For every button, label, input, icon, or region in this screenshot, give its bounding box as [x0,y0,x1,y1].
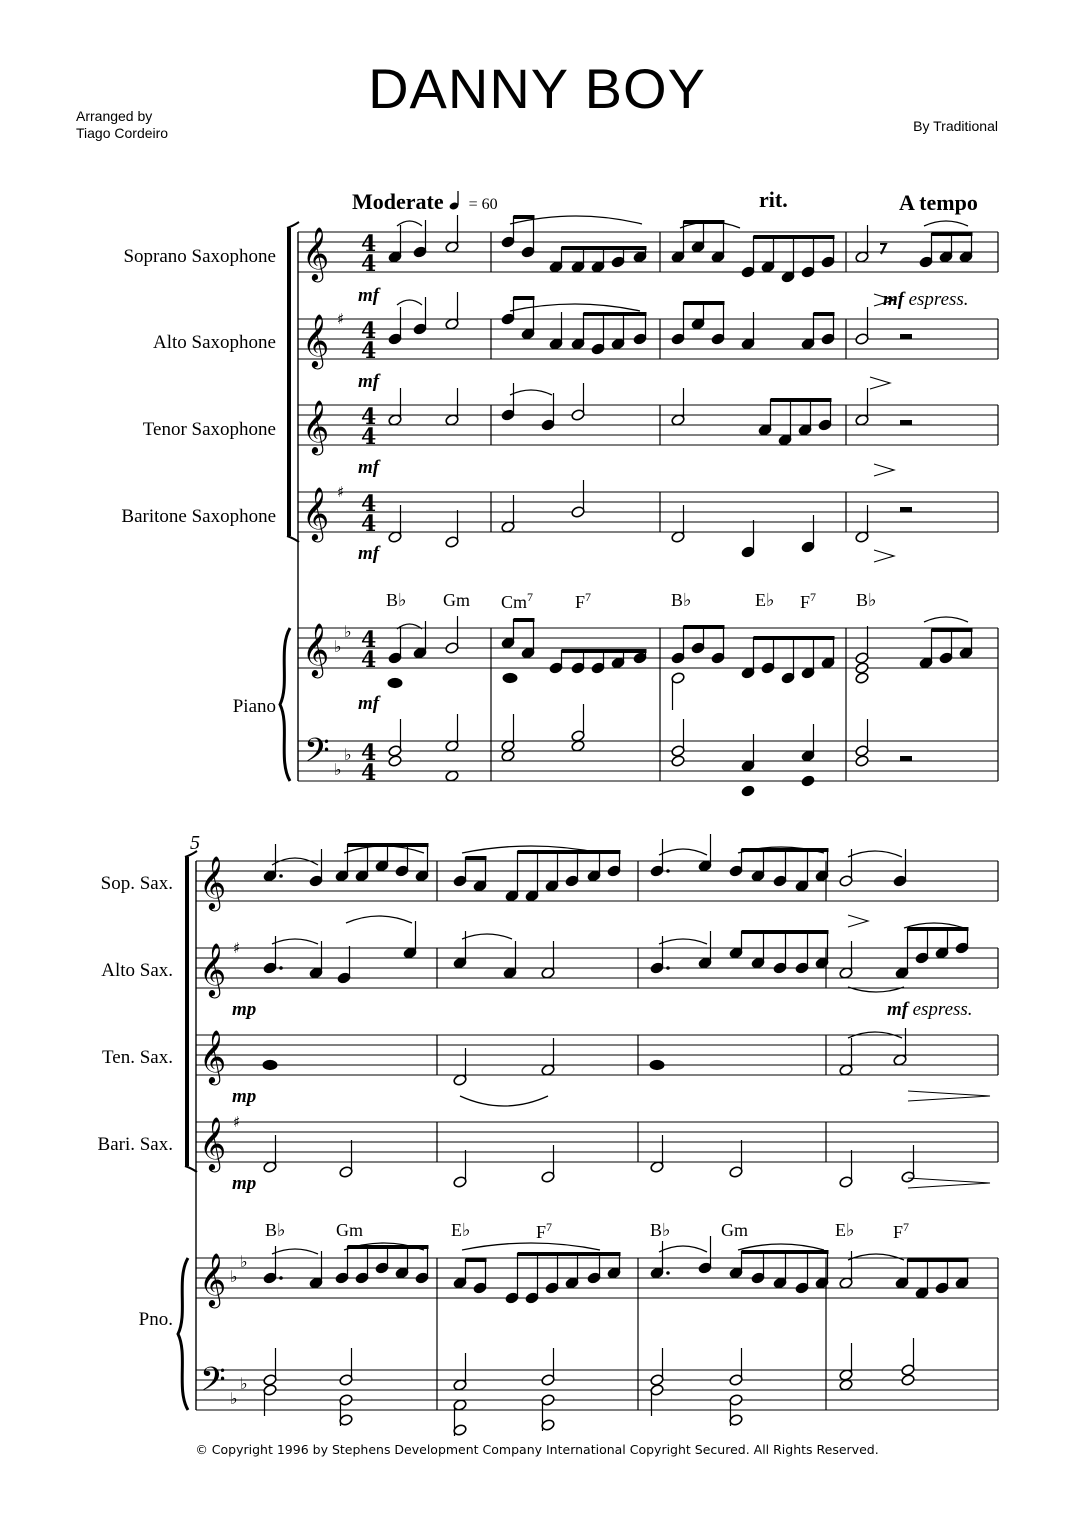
note-head [839,1038,853,1076]
expression-mf-espress: mf espress. [887,999,973,1020]
chord-symbol: B♭ [856,590,877,610]
key-signature-sharp-icon: ♯ [233,1113,241,1131]
slur [924,617,968,622]
beam [932,628,973,632]
beam [814,312,835,316]
slur [462,1243,600,1250]
slur [510,390,552,395]
notehead [503,673,517,682]
beam [562,649,647,653]
note-head [650,1348,664,1386]
accent-mark [848,915,868,927]
note-head [501,714,515,752]
staff [196,1370,998,1410]
dynamic-mf: mf [358,543,380,564]
notehead [741,785,755,798]
note-head [698,834,712,872]
note-head [839,1343,853,1381]
slur [462,934,512,939]
chord-symbol: B♭ [671,590,692,610]
note-dot [279,874,283,878]
notehead [671,755,685,768]
note-head [741,734,755,772]
note-head [445,292,459,330]
note-head [801,515,815,553]
beam [518,1252,621,1256]
arranger-name: Tiago Cordeiro [76,125,169,141]
note-head [503,673,517,682]
ritardando-marking: rit. [759,187,788,212]
ensemble-bracket [287,228,291,536]
staff [298,405,998,445]
note-head [388,755,402,768]
note-head [501,495,515,533]
note-head [801,724,815,762]
note-head [337,946,351,984]
slur [346,916,412,923]
bass-clef-icon: 𝄢 [304,732,330,778]
bracket-hook [287,536,299,542]
chord-symbol: E♭ [755,590,775,610]
note-head [741,312,755,350]
note-head [671,719,685,757]
key-signature-flat-icon: ♭ [230,1389,238,1408]
note-head [309,1251,323,1289]
treble-clef-icon: 𝄞 [199,855,227,909]
time-signature-numerator: 4 [361,318,377,344]
note-head [263,844,283,882]
note-head [388,719,402,757]
key-signature-flat-icon: ♭ [344,745,352,764]
notehead [650,1060,664,1069]
key-signature-flat-icon: ♭ [344,622,352,641]
slur [272,1249,318,1254]
notehead [901,1374,915,1387]
slur [738,1244,824,1250]
half-rest [900,420,912,425]
note-head [893,1028,907,1066]
slur [272,939,318,944]
accent-mark [874,550,894,562]
note-head [839,1379,853,1392]
note-head [388,505,402,543]
note-head [445,388,459,426]
note-head [339,1348,353,1386]
instrument-label-baritone: Bari. Sax. [97,1134,173,1155]
hairpin-decrescendo [908,1091,990,1101]
time-signature-denominator: 4 [361,424,377,450]
treble-clef-icon: 𝄞 [302,226,330,280]
chord-symbol: B♭ [386,590,407,610]
note-head [671,672,685,710]
beam [514,215,535,219]
beam [742,930,829,934]
tempo-bpm: = 60 [468,196,498,213]
half-rest [900,334,912,339]
notehead [501,750,515,763]
copyright-notice: © Copyright 1996 by Stephens Development Company International Copyright Secured. All Rights Reserved. [195,1442,879,1457]
chord-symbol: $F^7$ [536,1220,553,1242]
note-head [339,1140,353,1178]
staff [196,1035,998,1075]
beam [562,246,647,250]
time-signature-numerator: 4 [361,231,377,257]
notehead [388,678,402,687]
slur [848,851,902,857]
slur [510,304,640,311]
notehead [388,755,402,768]
treble-clef-icon: 𝄞 [302,399,330,453]
chord-symbol: $F^7$ [575,590,592,612]
instrument-label-piano: Piano [232,696,276,717]
note-head [541,1038,555,1076]
note-head [671,755,685,768]
note-head [309,849,323,887]
slur [659,849,707,855]
key-signature-flat-icon: ♭ [334,760,342,779]
slur [460,1096,548,1106]
treble-clef-icon: 𝄞 [199,1029,227,1083]
half-rest [900,756,912,761]
treble-clef-icon: 𝄞 [199,1252,227,1306]
note-head [855,505,869,543]
note-head [801,775,815,788]
time-signature-denominator: 4 [361,760,377,786]
note-head [650,839,670,877]
note-head [445,616,459,654]
note-head [901,1374,915,1387]
beam [684,301,725,305]
key-signature-flat-icon: ♭ [230,1267,238,1286]
note-head [541,941,555,979]
note-head [729,1348,743,1386]
beam [742,1250,829,1254]
beam [932,232,973,236]
chord-symbol: B♭ [265,1220,286,1240]
treble-clef-icon: 𝄞 [199,1116,227,1170]
measure-number: 5 [190,832,200,854]
note-head [413,220,427,258]
note-head [445,770,459,783]
note-head [263,1135,277,1173]
chord-symbol: $F^7$ [893,1220,910,1242]
instrument-label-soprano: Soprano Saxophone [123,246,276,267]
note-head [729,1140,743,1178]
accent-mark [874,294,894,306]
dynamic-mf: mf [358,457,380,478]
note-head [571,740,585,753]
note-head [571,383,585,421]
note-head [741,785,755,798]
dynamic-mp: mp [232,1086,257,1107]
notehead [839,1379,853,1392]
chord-symbol: $F^7$ [800,590,817,612]
instrument-label-baritone: Baritone Saxophone [121,506,276,527]
half-rest [900,507,912,512]
note-head [549,312,563,350]
note-head [388,225,402,263]
instrument-label-piano: Pno. [138,1309,173,1330]
ensemble-bracket [185,857,189,1166]
beam [908,927,969,931]
staff [298,319,998,359]
notehead [855,755,869,768]
note-head [571,704,585,742]
dynamic-mp: mp [232,999,257,1020]
key-signature-sharp-icon: ♯ [233,939,241,957]
time-signature-denominator: 4 [361,511,377,537]
notehead [571,740,585,753]
chord-symbol: E♭ [835,1220,855,1240]
time-signature-numerator: 4 [361,627,377,653]
notehead [855,662,869,675]
notehead [855,672,869,685]
note-head [388,307,402,345]
bass-clef-icon: 𝄢 [200,1361,226,1407]
note-head [839,1251,853,1289]
piano-brace [280,628,290,781]
bracket-hook [185,851,197,857]
time-signature-numerator: 4 [361,491,377,517]
instrument-label-alto: Alto Sax. [101,960,173,981]
slur [659,1246,707,1252]
beam [514,618,535,622]
note-head [855,626,869,664]
staff [298,232,998,272]
note-head [453,931,467,969]
note-head [541,393,555,431]
note-head [855,755,869,768]
note-head [839,941,853,979]
treble-clef-icon: 𝄞 [302,486,330,540]
notehead [263,1060,277,1069]
chord-symbol: Gm [721,1220,748,1240]
note-head [671,388,685,426]
note-head [839,849,853,887]
piano-brace [178,1258,188,1410]
key-signature-sharp-icon: ♯ [337,483,345,501]
dynamic-mf: mf [358,371,380,392]
beam [518,850,621,854]
accent-mark [870,377,890,389]
instrument-label-soprano: Sop. Sax. [100,873,173,894]
note-head [541,1145,555,1183]
staff [298,492,998,532]
note-head [855,388,869,426]
beam [754,235,835,239]
note-head [445,510,459,548]
note-head [855,719,869,757]
chord-symbol: B♭ [650,1220,671,1240]
note-head [263,1348,277,1386]
note-head [388,388,402,426]
key-signature-flat-icon: ♭ [240,1374,248,1393]
note-head [839,1150,853,1188]
chord-symbol: Gm [443,590,470,610]
instrument-label-tenor: Ten. Sax. [102,1047,173,1068]
note-dot [666,869,670,873]
beam [466,856,487,860]
slur [659,939,707,944]
beam [684,625,725,629]
note-head [501,750,515,763]
dynamic-mf: mf [358,285,380,306]
beam [754,636,835,640]
time-signature-denominator: 4 [361,647,377,673]
note-head [741,520,755,558]
slur [848,1254,904,1260]
note-head [650,1060,664,1069]
slur [924,221,968,226]
note-head [855,662,869,675]
beam [466,1258,487,1262]
arranged-by-label: Arranged by [76,108,153,124]
time-signature-denominator: 4 [361,338,377,364]
dynamic-mf: mf [358,693,380,714]
beam [514,296,535,300]
treble-clef-icon: 𝄞 [302,622,330,676]
time-signature-denominator: 4 [361,251,377,277]
key-signature-flat-icon: ♭ [334,637,342,656]
note-head [650,1241,670,1279]
note-head [309,941,323,979]
key-signature-flat-icon: ♭ [240,1252,248,1271]
slur [344,846,424,853]
note-head [503,941,517,979]
instrument-label-tenor: Tenor Saxophone [142,419,276,440]
beam [584,312,647,316]
note-dot [279,1276,283,1280]
hairpin-decrescendo [908,1178,990,1188]
notehead [445,770,459,783]
note-head [453,1150,467,1188]
composer-credit: By Traditional [913,118,998,134]
note-head [855,307,869,345]
dynamic-mp: mp [232,1173,257,1194]
note-head [671,505,685,543]
bracket-hook [185,1166,197,1172]
note-head [388,626,402,664]
note-dot [666,1271,670,1275]
note-head [855,672,869,685]
time-signature-numerator: 4 [361,740,377,766]
tempo-word: Moderate [352,189,444,214]
note-head [445,215,459,253]
note-head [650,1135,664,1173]
beam [908,1258,969,1262]
accent-mark [874,464,894,476]
chord-symbol: Cm$^7$ [501,590,534,612]
slur [397,300,422,305]
staff [298,628,998,668]
note-head [698,931,712,969]
bracket-hook [287,222,299,228]
time-signature-numerator: 4 [361,404,377,430]
note-head [901,1145,915,1183]
treble-clef-icon: 𝄞 [199,942,227,996]
key-signature-sharp-icon: ♯ [337,310,345,328]
chord-symbol: Gm [336,1220,363,1240]
staff [196,1122,998,1162]
note-head [453,1353,467,1391]
note-head [571,480,585,518]
note-head [403,921,417,959]
note-dot [279,966,283,970]
staff [298,741,998,781]
note-head [698,1236,712,1274]
note-head [263,1060,277,1069]
note-head [388,678,402,687]
note-dot [666,966,670,970]
note-head [453,1048,467,1086]
note-head [501,383,515,421]
a-tempo-marking: A tempo [899,190,978,215]
treble-clef-icon: 𝄞 [302,313,330,367]
instrument-label-alto: Alto Saxophone [153,332,276,353]
notehead [801,775,815,788]
note-head [445,714,459,752]
note-head [855,225,869,263]
note-head [541,1348,555,1386]
chord-symbol: E♭ [451,1220,471,1240]
expression-mf-espress: mf espress. [883,289,969,310]
note-head [901,1338,915,1376]
song-title: DANNY BOY [368,57,706,120]
beam [771,398,832,402]
